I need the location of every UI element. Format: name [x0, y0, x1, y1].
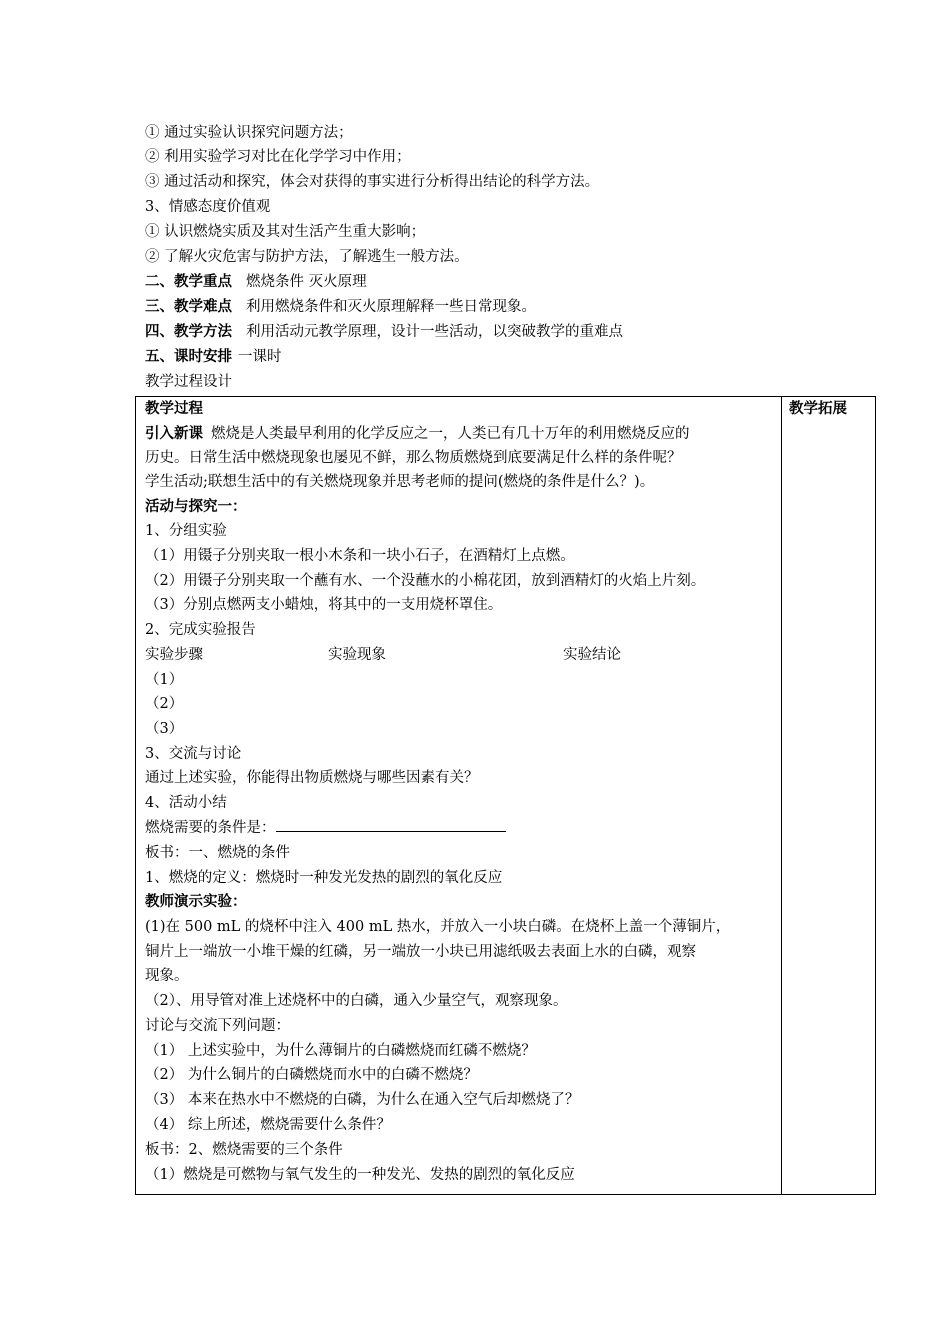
report-row: （3） [145, 721, 184, 737]
demo-step-cont: 现象。 [145, 968, 189, 984]
section-label: 五、课时安排 [145, 349, 232, 365]
section-key-points [145, 270, 367, 294]
student-activity: 学生活动;联想生活中的有关燃烧现象并思考老师的提问(燃烧的条件是什么？)。 [145, 474, 655, 490]
condition-line: （1）燃烧是可燃物与氧气发生的一种发光、发热的剧烈的氧化反应 [145, 1167, 575, 1183]
section-text: 利用活动元教学原理，设计一些活动，以突破教学的重难点 [246, 324, 623, 340]
objective-heading: 3、情感态度价值观 [145, 199, 271, 215]
demo-step: （2）、用导管对准上述烧杯中的白磷，通入少量空气，观察现象。 [145, 993, 568, 1009]
discuss2-title: 讨论与交流下列问题： [145, 1018, 290, 1034]
combustion-definition: 1、燃烧的定义：燃烧时一种发光发热的剧烈的氧化反应 [145, 870, 503, 886]
section-difficulties [145, 295, 536, 319]
intro-text: 燃烧是人类最早利用的化学反应之一，人类已有几十万年的利用燃烧反应的 [211, 426, 690, 442]
experiment-step: （3）分别点燃两支小蜡烛，将其中的一支用烧杯罩住。 [145, 597, 503, 613]
board-note: 板书：一、燃烧的条件 [145, 845, 290, 861]
objective-line: ② 利用实验学习对比在化学学习中作用； [145, 149, 411, 165]
question-item: （3） 本来在热水中不燃烧的白磷，为什么在通入空气后却燃烧了？ [145, 1092, 580, 1108]
question-item: （1） 上述实验中，为什么薄铜片的白磷燃烧而红磷不燃烧？ [145, 1043, 536, 1059]
section-label: 四、教学方法 [145, 324, 232, 340]
board-note: 板书：2、燃烧需要的三个条件 [145, 1142, 343, 1158]
group-experiment-title: 1、分组实验 [145, 523, 227, 539]
summary-text: 燃烧需要的条件是： [145, 820, 276, 836]
summary-line [145, 816, 506, 840]
section-label: 二、教学重点 [145, 274, 232, 290]
section-text: 燃烧条件 灭火原理 [246, 274, 367, 290]
extension-header: 教学拓展 [789, 401, 847, 417]
objective-line: ① 认识燃烧实质及其对生活产生重大影响； [145, 224, 426, 240]
report-header-steps: 实验步骤 [145, 647, 203, 663]
objective-line: ① 通过实验认识探究问题方法； [145, 125, 353, 141]
question-item: （4） 综上所述，燃烧需要什么条件？ [145, 1117, 391, 1133]
summary-title: 4、活动小结 [145, 795, 227, 811]
intro-line-2: 历史。日常生活中燃烧现象也屡见不鲜，那么物质燃烧到底要满足什么样的条件呢？ [145, 450, 682, 466]
design-title: 教学过程设计 [145, 374, 232, 390]
section-text: 利用燃烧条件和灭火原理解释一些日常现象。 [246, 299, 536, 315]
demo-step: (1)在 500 mL 的烧杯中注入 400 mL 热水，并放入一小块白磷。在烧杯上盖一个薄铜片， [145, 919, 731, 935]
question-item: （2） 为什么铜片的白磷燃烧而水中的白磷不燃烧？ [145, 1067, 478, 1083]
lesson-process-table [135, 396, 876, 1195]
discuss-question: 通过上述实验，你能得出物质燃烧与哪些因素有关？ [145, 770, 479, 786]
fill-in-blank [276, 817, 506, 832]
section-methods [145, 320, 623, 344]
section-label: 三、教学难点 [145, 299, 232, 315]
activity1-title: 活动与探究一： [145, 499, 247, 515]
report-header-row [145, 643, 775, 667]
intro-line [145, 422, 690, 446]
report-header-phenomena: 实验现象 [328, 647, 386, 663]
demo-title: 教师演示实验： [145, 894, 247, 910]
column-divider [781, 397, 782, 1194]
objective-line: ③ 通过活动和探究，体会对获得的事实进行分析得出结论的科学方法。 [145, 174, 600, 190]
report-header-conclusion: 实验结论 [563, 647, 621, 663]
intro-label: 引入新课 [145, 426, 203, 442]
objective-line: ② 了解火灾危害与防护方法，了解逃生一般方法。 [145, 249, 469, 265]
report-row: （2） [145, 696, 184, 712]
discuss-title: 3、交流与讨论 [145, 746, 242, 762]
demo-step-cont: 铜片上一端放一小堆干燥的红磷，另一端放一小块已用滤纸吸去表面上水的白磷，观察 [145, 944, 696, 960]
section-text: 一课时 [238, 349, 282, 365]
experiment-step: （2）用镊子分别夹取一个蘸有水、一个没蘸水的小棉花团，放到酒精灯的火焰上片刻。 [145, 573, 706, 589]
report-title: 2、完成实验报告 [145, 622, 256, 638]
report-row: （1） [145, 672, 184, 688]
process-header: 教学过程 [145, 401, 203, 417]
experiment-step: （1）用镊子分别夹取一根小木条和一块小石子，在酒精灯上点燃。 [145, 548, 575, 564]
section-schedule [145, 345, 282, 369]
